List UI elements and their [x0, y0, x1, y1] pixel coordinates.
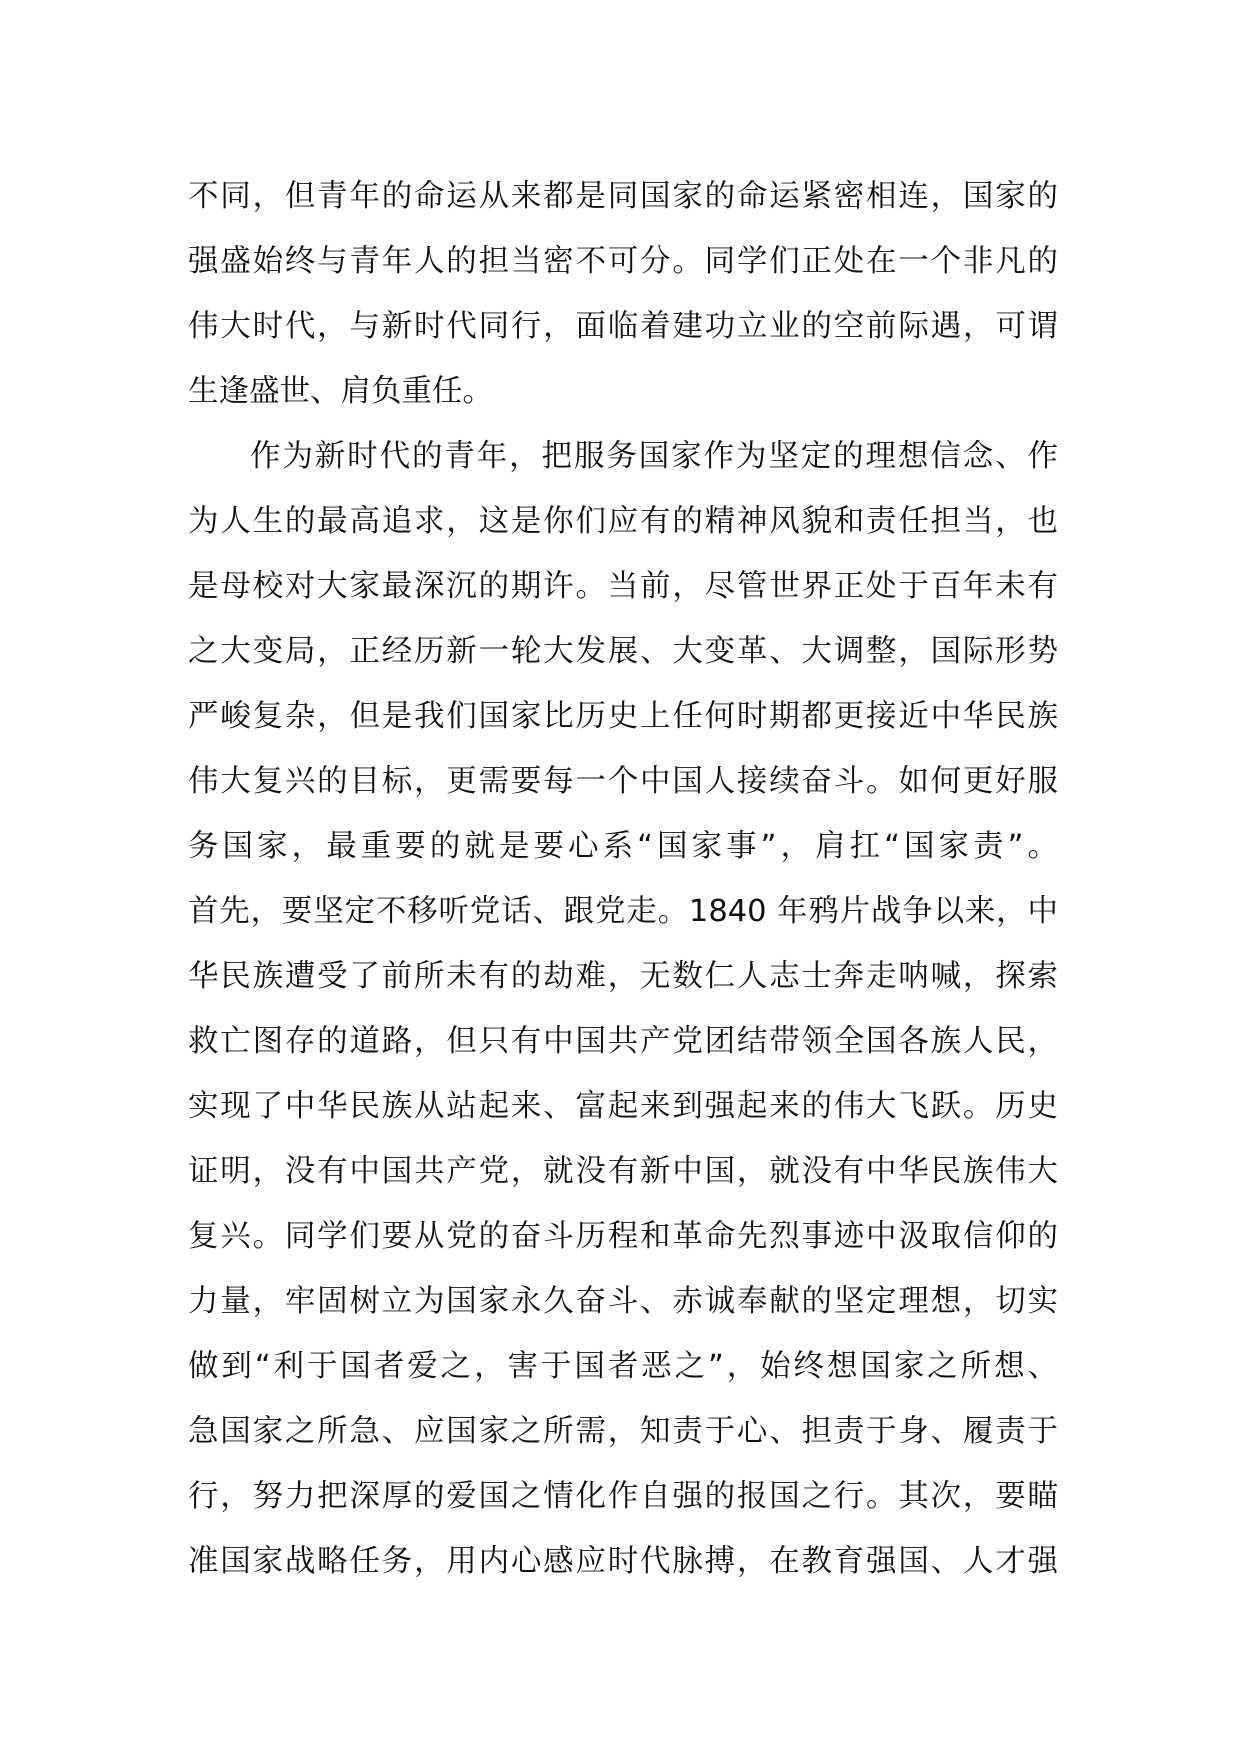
paragraph-1-line-4: 生逢盛世、肩负重任。 [188, 374, 493, 409]
body-text [188, 164, 1058, 1594]
paragraph-2-line-13: 复兴。同学们要从党的奋斗历程和革命先烈事迹中汲取信仰的 [188, 1219, 1058, 1254]
paragraph-2-line-3: 是母校对大家最深沉的期许。当前，尽管世界正处于百年未有 [188, 569, 1058, 604]
paragraph-2-line-4: 之大变局，正经历新一轮大发展、大变革、大调整，国际形势 [188, 634, 1058, 669]
paragraph-2-line-16: 急国家之所急、应国家之所需，知责于心、担责于身、履责于 [188, 1414, 1058, 1449]
paragraph-1-line-3: 伟大时代，与新时代同行，面临着建功立业的空前际遇，可谓 [188, 309, 1058, 344]
paragraph-2-line-6: 伟大复兴的目标，更需要每一个中国人接续奋斗。如何更好服 [188, 764, 1058, 799]
paragraph-2-line-1: 作为新时代的青年，把服务国家作为坚定的理想信念、作 [250, 439, 1058, 474]
paragraph-2-line-14: 力量，牢固树立为国家永久奋斗、赤诚奉献的坚定理想，切实 [188, 1284, 1058, 1319]
paragraph-2-line-18: 准国家战略任务，用内心感应时代脉搏，在教育强国、人才强 [188, 1544, 1058, 1579]
paragraph-2-line-9: 华民族遭受了前所未有的劫难，无数仁人志士奔走呐喊，探索 [188, 959, 1058, 994]
paragraph-2-line-2: 为人生的最高追求，这是你们应有的精神风貌和责任担当，也 [188, 504, 1058, 539]
paragraph-1-line-1: 不同，但青年的命运从来都是同国家的命运紧密相连，国家的 [188, 179, 1058, 214]
paragraph-2-line-8: 首先，要坚定不移听党话、跟党走。1840 年鸦片战争以来，中 [188, 894, 1058, 929]
paragraph-2-line-7: 务国家，最重要的就是要心系“国家事”，肩扛“国家责”。 [188, 829, 1058, 864]
paragraph-2-line-5: 严峻复杂，但是我们国家比历史上任何时期都更接近中华民族 [188, 699, 1058, 734]
paragraph-2-line-10: 救亡图存的道路，但只有中国共产党团结带领全国各族人民， [188, 1024, 1058, 1059]
paragraph-2-line-12: 证明，没有中国共产党，就没有新中国，就没有中华民族伟大 [188, 1154, 1058, 1189]
paragraph-2-line-17: 行，努力把深厚的爱国之情化作自强的报国之行。其次，要瞄 [188, 1479, 1058, 1514]
paragraph-2-line-11: 实现了中华民族从站起来、富起来到强起来的伟大飞跃。历史 [188, 1089, 1058, 1124]
paragraph-1-line-2: 强盛始终与青年人的担当密不可分。同学们正处在一个非凡的 [188, 244, 1058, 279]
paragraph-2-line-15: 做到“利于国者爱之，害于国者恶之”，始终想国家之所想、 [188, 1349, 1058, 1384]
